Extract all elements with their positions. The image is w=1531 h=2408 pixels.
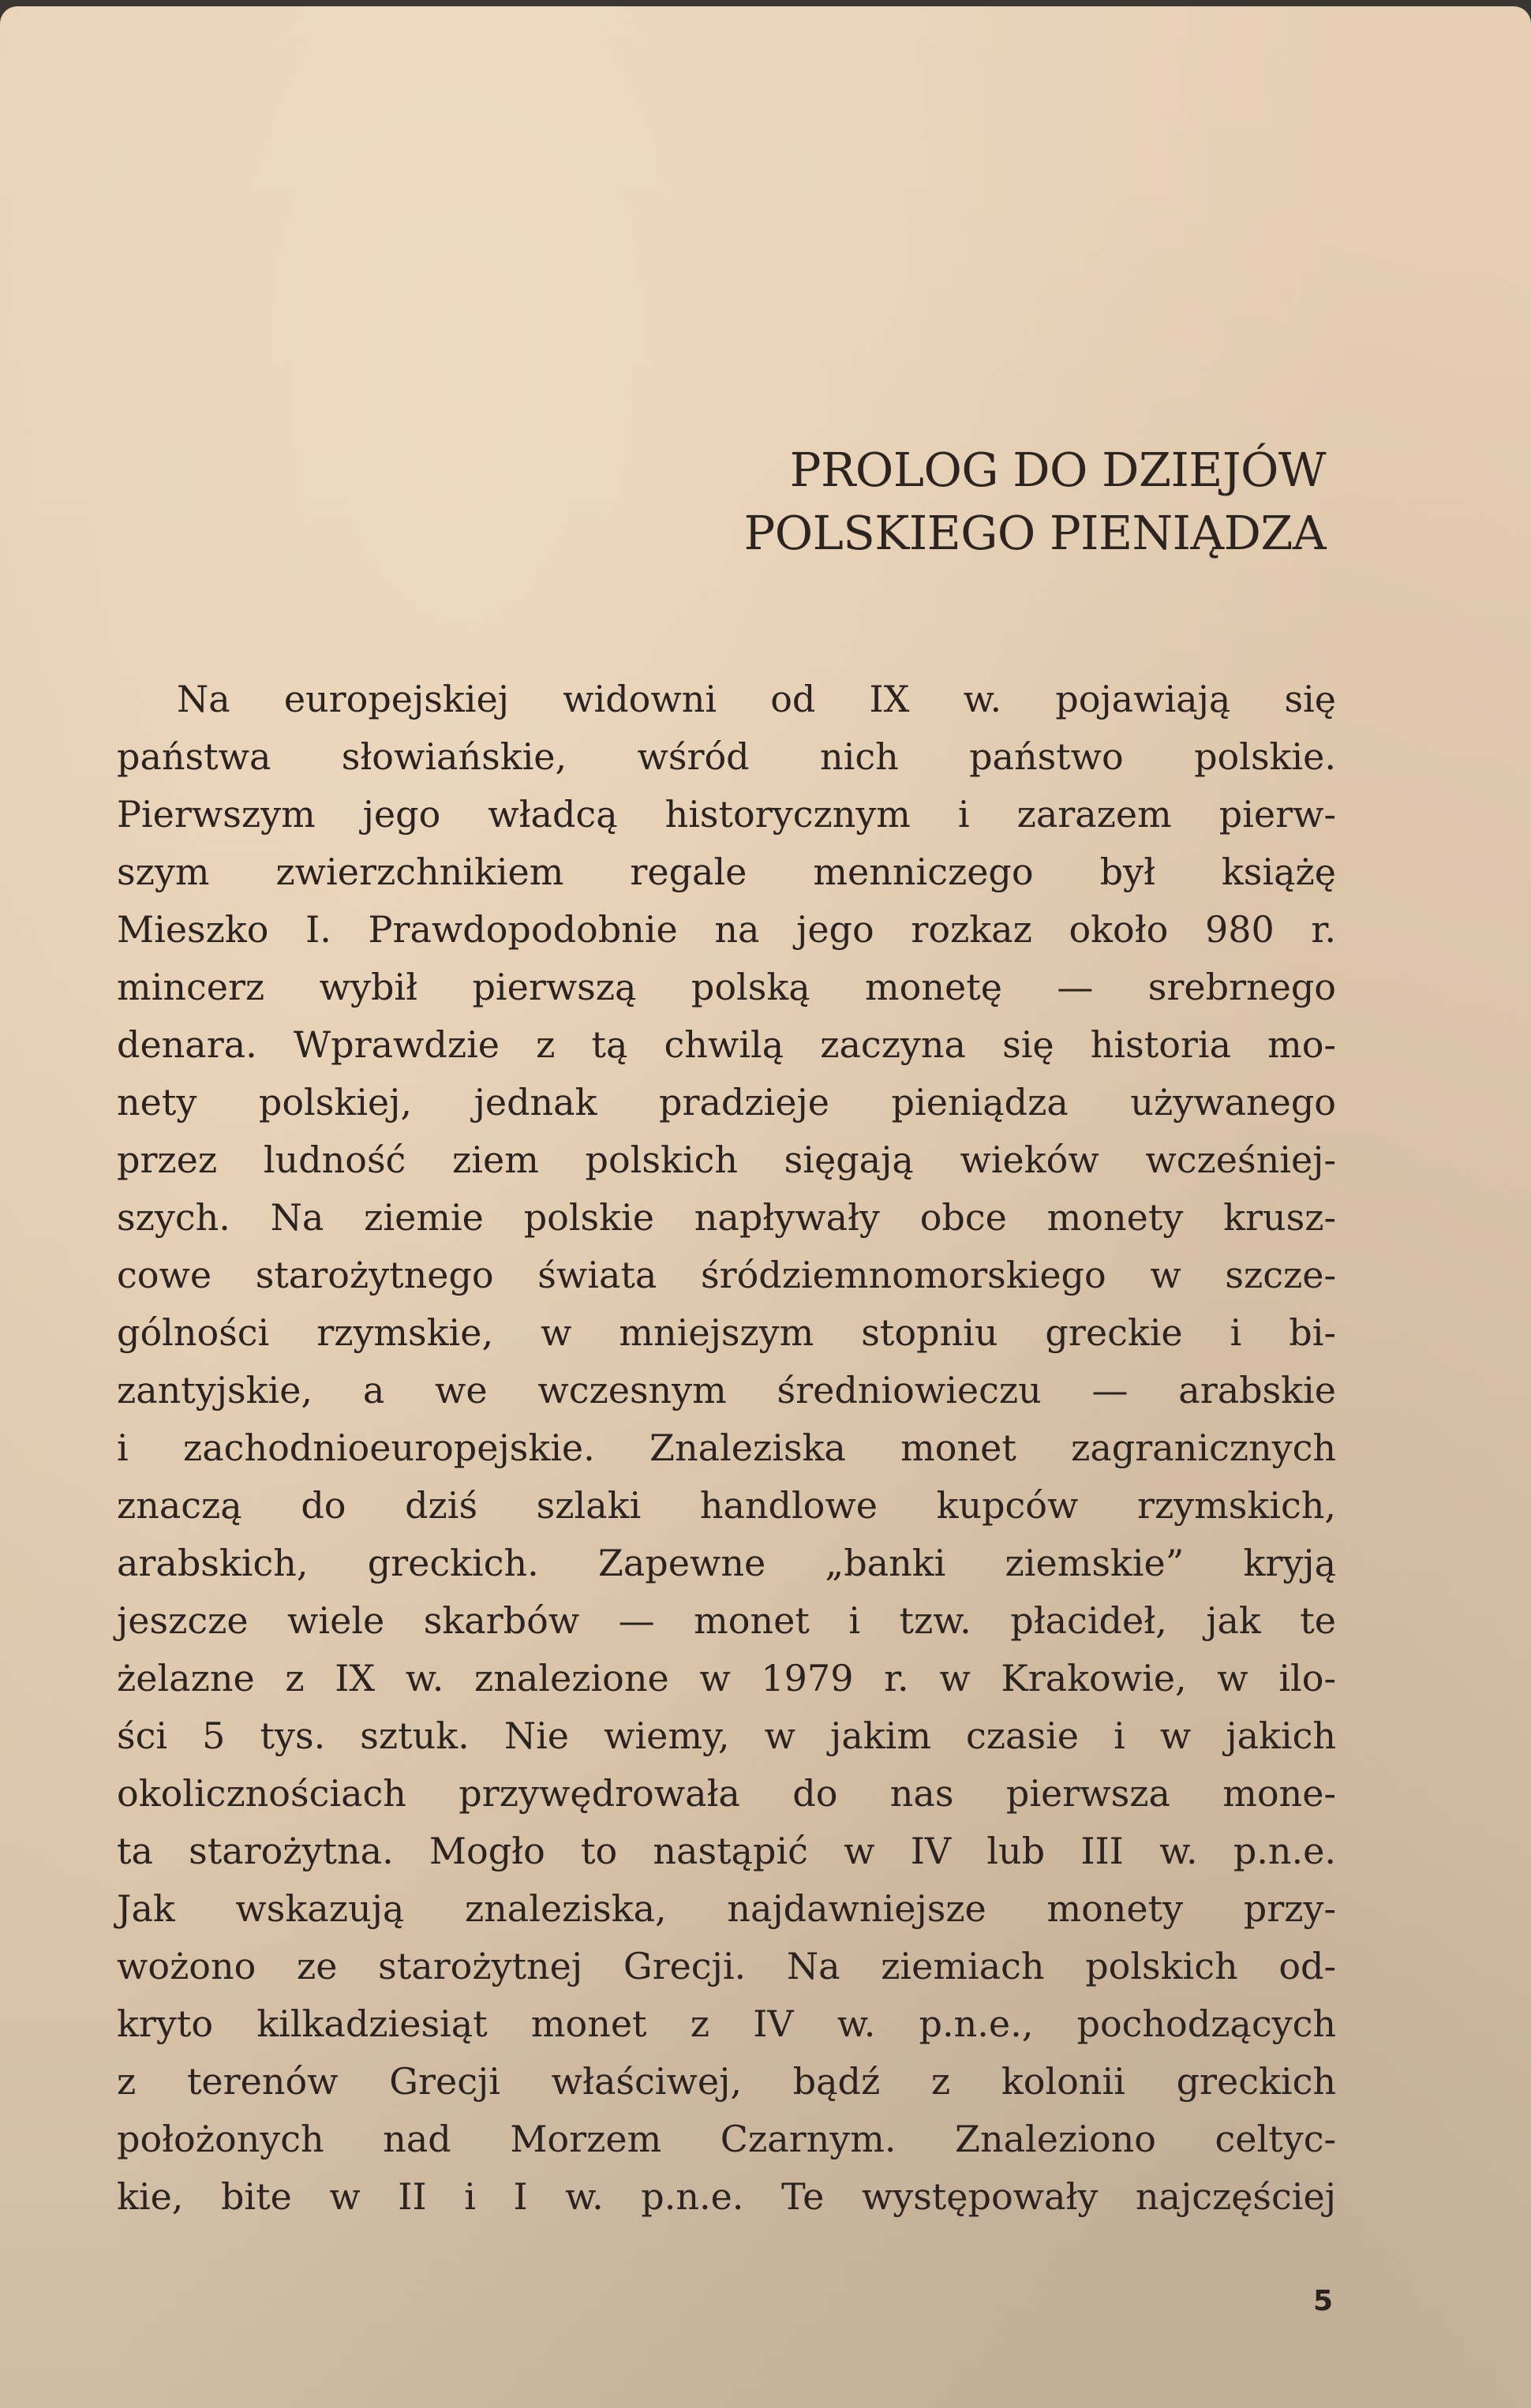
chapter-title-line-1: PROLOG DO DZIEJÓW — [789, 443, 1326, 497]
text-line: Pierwszym jego władcą historycznym i zarazem pierw- — [117, 793, 1336, 836]
text-line: położonych nad Morzem Czarnym. Znaleziono celtyc- — [117, 2118, 1336, 2160]
text-line: przez ludność ziem polskich sięgają wieków wcześniej- — [117, 1139, 1336, 1181]
text-line: arabskich, greckich. Zapewne „banki ziemskie” kryją — [117, 1542, 1336, 1584]
text-line: denara. Wprawdzie z tą chwilą zaczyna się historia mo- — [117, 1023, 1336, 1066]
text-line: i zachodnioeuropejskie. Znaleziska monet zagranicznych — [117, 1426, 1336, 1469]
text-line: szych. Na ziemie polskie napływały obce monety krusz- — [117, 1196, 1336, 1239]
text-line: żelazne z IX w. znalezione w 1979 r. w Krakowie, w ilo- — [117, 1657, 1336, 1699]
text-line: Mieszko I. Prawdopodobnie na jego rozkaz około 980 r. — [117, 908, 1336, 951]
chapter-title — [663, 439, 1326, 565]
chapter-title-line-2: POLSKIEGO PIENIĄDZA — [743, 506, 1326, 560]
text-line: Jak wskazują znaleziska, najdawniejsze monety przy- — [117, 1887, 1336, 1930]
text-line: z terenów Grecji właściwej, bądź z kolonii greckich — [117, 2060, 1336, 2103]
text-line: Na europejskiej widowni od IX w. pojawiają się — [177, 678, 1336, 720]
text-line: gólności rzymskie, w mniejszym stopniu greckie i bi- — [117, 1311, 1336, 1354]
text-line: zantyjskie, a we wczesnym średniowieczu — arabskie — [117, 1369, 1336, 1412]
book-page — [0, 6, 1531, 2408]
page-number: 5 — [1313, 2285, 1334, 2317]
body-paragraph — [117, 671, 1336, 2226]
text-line: ta starożytna. Mogło to nastąpić w IV lub III w. p.n.e. — [117, 1830, 1336, 1872]
text-line: kryto kilkadziesiąt monet z IV w. p.n.e., pochodzących — [117, 2002, 1336, 2045]
text-line: wożono ze starożytnej Grecji. Na ziemiach polskich od- — [117, 1945, 1336, 1987]
text-line: okolicznościach przywędrowała do nas pierwsza mone- — [117, 1772, 1336, 1815]
text-line: szym zwierzchnikiem regale menniczego był książę — [117, 851, 1336, 893]
text-line: nety polskiej, jednak pradzieje pieniądza używanego — [117, 1081, 1336, 1124]
text-line: znaczą do dziś szlaki handlowe kupców rzymskich, — [117, 1484, 1336, 1527]
text-line: ści 5 tys. sztuk. Nie wiemy, w jakim czasie i w jakich — [117, 1714, 1336, 1757]
text-line: cowe starożytnego świata śródziemnomorskiego w szcze- — [117, 1254, 1336, 1296]
text-line: mincerz wybił pierwszą polską monetę — srebrnego — [117, 966, 1336, 1008]
text-line: kie, bite w II i I w. p.n.e. Te występowały najczęściej — [117, 2175, 1336, 2218]
text-line: państwa słowiańskie, wśród nich państwo polskie. — [117, 735, 1336, 778]
text-line: jeszcze wiele skarbów — monet i tzw. płacideł, jak te — [117, 1599, 1336, 1642]
